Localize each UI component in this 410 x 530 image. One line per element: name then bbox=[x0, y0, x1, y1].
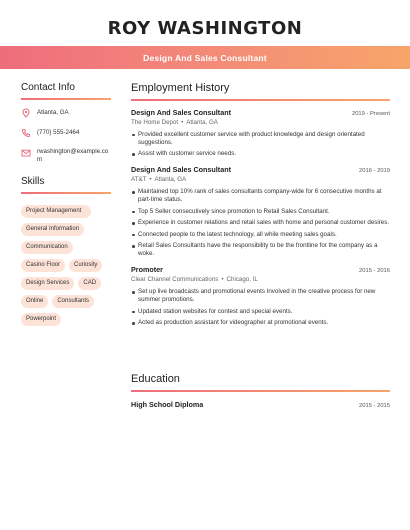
contact-phone bbox=[21, 128, 111, 138]
job-company-line bbox=[131, 276, 390, 283]
skill-pill: Powerpoint bbox=[21, 313, 61, 326]
education-heading: Education bbox=[131, 373, 180, 385]
skills-list bbox=[21, 205, 111, 331]
job-bullet: Maintained top 10% rank of sales consultants company-wide for 6 consecutive months at part-time status. bbox=[131, 188, 390, 204]
right-column bbox=[131, 82, 390, 331]
separator-dot: • bbox=[221, 276, 224, 283]
job-location: Chicago, IL bbox=[226, 276, 258, 283]
job-bullet: Connected people to the latest technology, all while meeting sales goals. bbox=[131, 231, 390, 239]
skill-pill: Design Services bbox=[21, 277, 74, 290]
job-header bbox=[131, 108, 390, 117]
candidate-name: ROY WASHINGTON bbox=[107, 18, 303, 39]
education-entry bbox=[131, 400, 390, 409]
job-bullet: Experience in customer relations and retail sales with home and personal customer desires. bbox=[131, 219, 390, 227]
job-header bbox=[131, 265, 390, 274]
job-company: Clear Channel Communications bbox=[131, 276, 219, 283]
contact-list bbox=[21, 108, 111, 164]
contact-rule bbox=[21, 98, 111, 100]
job-title: Promoter bbox=[131, 265, 163, 274]
contact-email bbox=[21, 148, 111, 164]
job-company-line bbox=[131, 119, 390, 126]
left-column bbox=[21, 82, 111, 331]
email-text[interactable]: rwashington@example.com bbox=[37, 148, 109, 163]
job-dates: 2019 - Present bbox=[351, 110, 390, 117]
education-section bbox=[131, 373, 390, 409]
job-location: Atlanta, GA bbox=[154, 176, 187, 183]
job-bullet: Set up live broadcasts and promotional events Involved in the creative process for new summer promotions. bbox=[131, 288, 390, 304]
job-dates: 2016 - 2019 bbox=[359, 168, 390, 174]
job-bullet: Acted as production assistant for videographer at promotional events. bbox=[131, 319, 390, 327]
envelope-icon bbox=[21, 148, 31, 158]
job-dates: 2015 - 2016 bbox=[359, 268, 390, 274]
skill-pill: Project Management bbox=[21, 205, 91, 218]
skill-pill: Consultants bbox=[52, 295, 94, 308]
job-title: Design And Sales Consultant bbox=[131, 107, 231, 117]
title-banner bbox=[0, 46, 410, 69]
job-entry bbox=[131, 265, 390, 327]
job-bullets bbox=[131, 188, 390, 258]
job-bullets bbox=[131, 288, 390, 327]
job-bullet: Assist with customer service needs. bbox=[131, 150, 390, 158]
employment-rule bbox=[131, 99, 390, 101]
job-company: The Home Depot bbox=[131, 118, 179, 126]
job-title-banner-text: Design And Sales Consultant bbox=[143, 52, 267, 63]
job-header bbox=[131, 165, 390, 174]
job-bullet: Retail Sales Consultants have the responsibility to be the frontline for the company as a woke. bbox=[131, 242, 390, 258]
degree-dates: 2015 - 2015 bbox=[359, 402, 390, 409]
job-company: AT&T bbox=[131, 176, 147, 183]
location-text: Atlanta, GA bbox=[37, 109, 69, 116]
location-pin-icon bbox=[21, 108, 31, 118]
phone-icon bbox=[21, 128, 31, 138]
job-title: Design And Sales Consultant bbox=[131, 165, 231, 174]
skill-pill: General Information bbox=[21, 223, 84, 236]
job-bullet: Updated station websites for contest and special events. bbox=[131, 308, 390, 316]
education-rule bbox=[131, 390, 390, 392]
separator-dot: • bbox=[181, 118, 184, 126]
skills-rule bbox=[21, 192, 111, 194]
job-bullet: Top 5 Seller consecutively since promotion to Retail Sales Consultant. bbox=[131, 208, 390, 216]
skill-pill: Communication bbox=[21, 241, 73, 254]
separator-dot: • bbox=[149, 176, 152, 183]
job-entry bbox=[131, 108, 390, 159]
job-bullet: Provided excellent customer service with product knowledge and design orientated suggestions. bbox=[131, 131, 390, 147]
employment-heading: Employment History bbox=[131, 82, 230, 94]
phone-text: (770) 555-2464 bbox=[37, 129, 80, 136]
skills-heading: Skills bbox=[21, 176, 45, 187]
job-location: Atlanta, GA bbox=[186, 118, 218, 126]
degree-title: High School Diploma bbox=[131, 399, 204, 409]
skill-pill: Curiosity bbox=[69, 259, 102, 272]
job-entry bbox=[131, 165, 390, 258]
skill-pill: Online bbox=[21, 295, 48, 308]
skill-pill: Casino Floor bbox=[21, 259, 65, 272]
job-bullets bbox=[131, 131, 390, 159]
contact-heading: Contact Info bbox=[21, 82, 75, 93]
job-company-line bbox=[131, 176, 390, 183]
contact-location bbox=[21, 108, 111, 118]
skill-pill: CAD bbox=[78, 277, 101, 290]
